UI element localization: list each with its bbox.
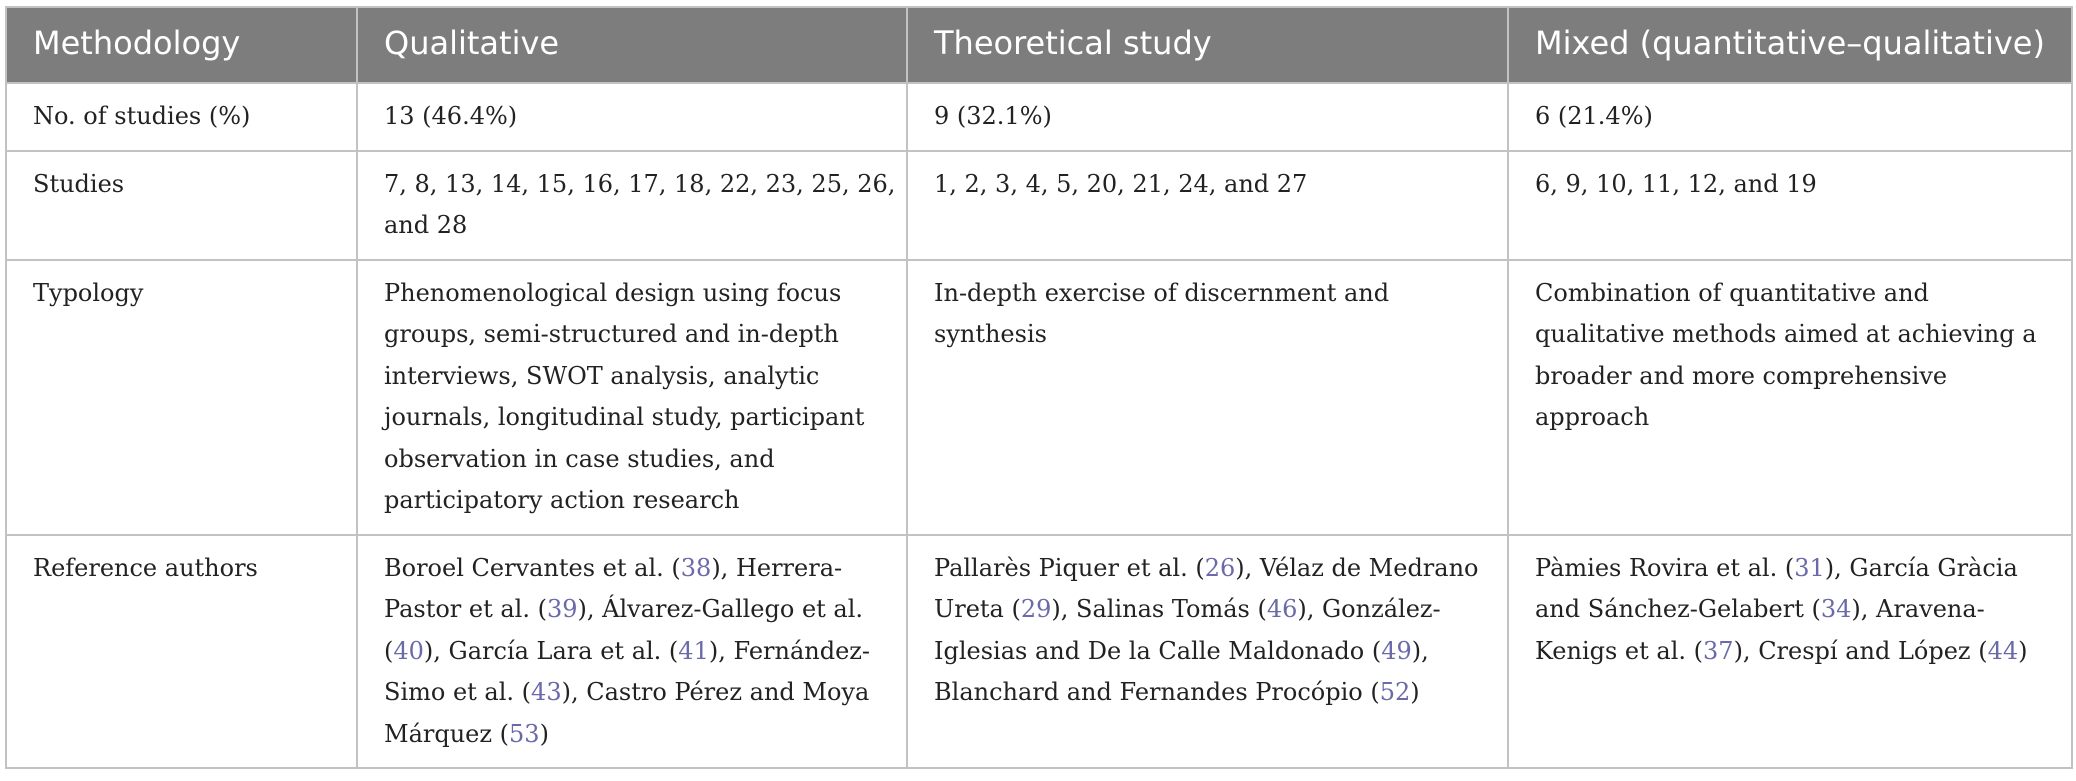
reference-link[interactable]: 49 (1381, 636, 1412, 665)
reference-link[interactable]: 26 (1204, 553, 1236, 582)
table-body (6, 83, 2072, 768)
author-tail: ), (561, 678, 579, 706)
author-text: Crespí and López ( (1750, 636, 1988, 665)
author-tail: ), (1411, 636, 1429, 665)
author-text: Aravena-Kenigs et al. ( (1535, 595, 1985, 665)
reference-link[interactable]: 44 (1987, 636, 2019, 665)
reference-link[interactable]: 41 (678, 636, 709, 665)
author-tail: ), (1297, 595, 1315, 623)
author-text: González-Iglesias and De la Calle Maldonado ( (934, 595, 1441, 665)
author-tail: ), (708, 636, 726, 665)
reference-link[interactable]: 34 (1820, 595, 1852, 623)
table-header (6, 7, 2072, 83)
author-text: García Gràcia and Sánchez-Gelabert ( (1535, 553, 2018, 623)
row-label: Typology (6, 260, 357, 535)
author-text: Boroel Cervantes et al. ( (384, 553, 681, 582)
cell-qualitative: 7, 8, 13, 14, 15, 16, 17, 18, 22, 23, 25, 26, and 28 (357, 151, 907, 260)
cell-theoretical: 9 (32.1%) (907, 83, 1508, 151)
author-text: Blanchard and Fernandes Procópio ( (934, 678, 1380, 706)
cell-mixed: Combination of quantitative and qualitative methods aimed at achieving a broader and more comprehensive approach (1508, 260, 2072, 535)
author-text: Pallarès Piquer et al. ( (934, 553, 1205, 582)
reference-link[interactable]: 38 (680, 553, 712, 582)
author-text: Herrera-Pastor et al. ( (384, 553, 843, 623)
author-tail: ) (1410, 678, 1420, 706)
cell-theoretical (907, 535, 1508, 769)
cell-mixed: 6 (21.4%) (1508, 83, 2072, 151)
cell-theoretical: In-depth exercise of discernment and synthesis (907, 260, 1508, 535)
header-methodology: Methodology (6, 7, 357, 83)
cell-mixed: 6, 9, 10, 11, 12, and 19 (1508, 151, 2072, 260)
header-theoretical: Theoretical study (907, 7, 1508, 83)
table-row (6, 260, 2072, 535)
reference-link[interactable]: 40 (393, 636, 424, 665)
header-qualitative: Qualitative (357, 7, 907, 83)
methodology-table (5, 6, 2073, 769)
header-row (6, 7, 2072, 83)
cell-mixed (1508, 535, 2072, 769)
cell-qualitative: Phenomenological design using focus groups, semi-structured and in-depth interviews, SWOT analysis, analytic journals, longitudinal study, participant observation in case studies, and participatory action research (357, 260, 907, 535)
reference-link[interactable]: 43 (531, 678, 562, 706)
author-tail: ), (1733, 636, 1751, 665)
header-mixed: Mixed (quantitative–qualitative) (1508, 7, 2072, 83)
author-text: Salinas Tomás ( (1068, 595, 1267, 623)
cell-qualitative: 13 (46.4%) (357, 83, 907, 151)
author-tail: ), (1824, 553, 1842, 582)
reference-link[interactable]: 39 (546, 595, 578, 623)
author-text: García Lara et al. ( (440, 636, 679, 665)
row-label: Reference authors (6, 535, 357, 769)
table-row (6, 535, 2072, 769)
author-tail: ), (1051, 595, 1069, 623)
reference-link[interactable]: 52 (1379, 678, 1411, 706)
reference-link[interactable]: 29 (1020, 595, 1052, 623)
reference-link[interactable]: 53 (509, 719, 540, 748)
author-text: Castro Pérez and Moya Márquez ( (384, 678, 870, 748)
author-tail: ), (711, 553, 729, 582)
table-row (6, 151, 2072, 260)
reference-link[interactable]: 31 (1794, 553, 1825, 582)
reference-link[interactable]: 37 (1703, 636, 1734, 665)
author-text: Álvarez-Gallego et al. ( (384, 595, 864, 665)
reference-link[interactable]: 46 (1266, 595, 1298, 623)
author-tail: ), (1235, 553, 1253, 582)
author-tail: ) (539, 719, 549, 748)
author-text: Pàmies Rovira et al. ( (1535, 553, 1795, 582)
cell-qualitative (357, 535, 907, 769)
table-row (6, 83, 2072, 151)
author-tail: ) (2018, 636, 2028, 665)
author-text: Vélaz de Medrano Ureta ( (934, 553, 1479, 623)
cell-theoretical: 1, 2, 3, 4, 5, 20, 21, 24, and 27 (907, 151, 1508, 260)
author-tail: ), (423, 636, 441, 665)
row-label: Studies (6, 151, 357, 260)
author-text: Fernández-Simo et al. ( (384, 636, 871, 706)
author-tail: ), (1851, 595, 1869, 623)
author-tail: ), (577, 595, 595, 623)
row-label: No. of studies (%) (6, 83, 357, 151)
